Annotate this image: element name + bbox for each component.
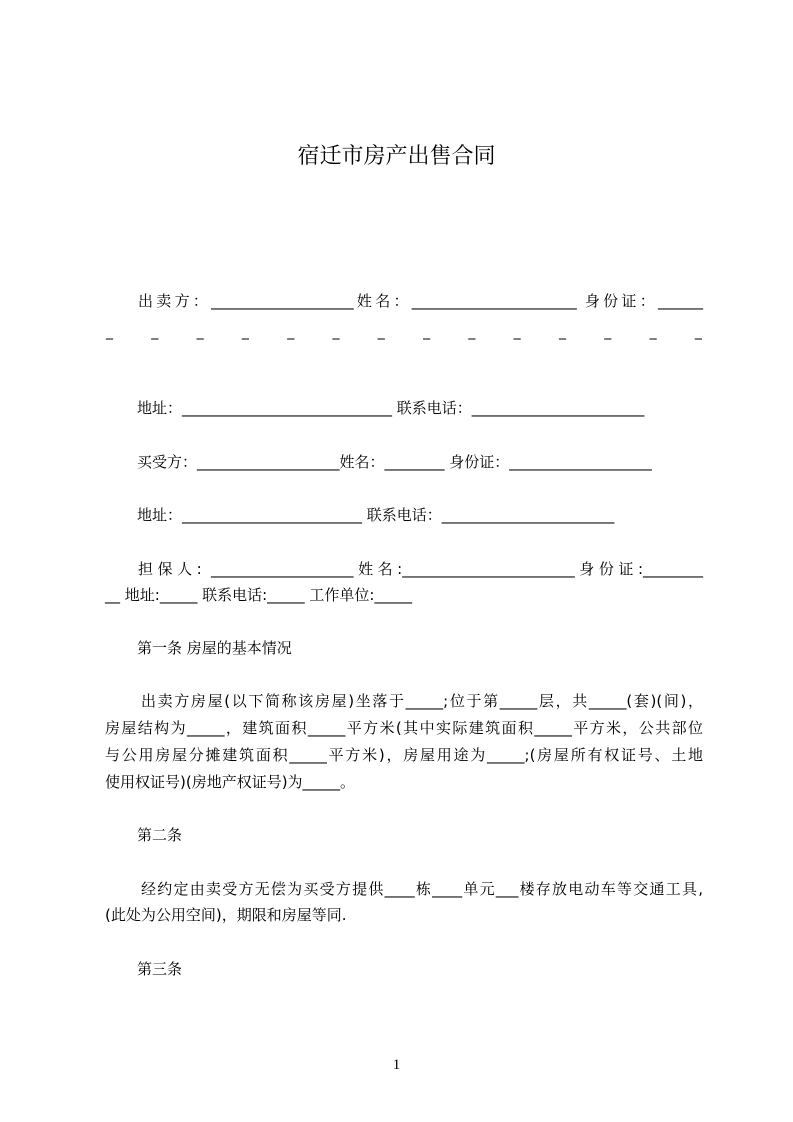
article1-line: 出卖方房屋(以下简称该房屋)坐落于_____;位于第_____层，共_____(套)(间)， bbox=[141, 692, 703, 710]
article2-line: 经约定由卖受方无偿为买受方提供____栋____单元___楼存放电动车等交通工具, bbox=[141, 880, 703, 898]
guarantor-line: 担保人: ___________________姓名:_______________________身份证:________ bbox=[138, 560, 703, 578]
page-number: 1 bbox=[392, 1057, 401, 1073]
article1-line: 使用权证号)(房地产权证号)为_____。 bbox=[105, 773, 356, 791]
buyer-line: 买受方：___________________姓名：________ 身份证：___________________ bbox=[137, 453, 652, 471]
document-title: 宿迁市房产出售合同 bbox=[297, 144, 496, 169]
article2-heading: 第二条 bbox=[137, 826, 183, 844]
dash-mark: _ bbox=[513, 324, 521, 340]
article2-line: (此处为公用空间)，期限和房屋等同. bbox=[105, 906, 347, 924]
dash-mark: _ bbox=[604, 324, 612, 340]
dash-mark: _ bbox=[558, 324, 566, 340]
dash-mark: _ bbox=[106, 324, 113, 340]
article1-line: 与公用房屋分摊建筑面积_____平方米)，房屋用途为_____;(房屋所有权证号、土地 bbox=[105, 746, 703, 764]
guarantor-line-2: __ 地址:_____ 联系电话:_____ 工作单位:_____ bbox=[105, 586, 412, 604]
seller-line-continuation bbox=[105, 322, 703, 342]
dash-mark: _ bbox=[332, 324, 340, 340]
article1-heading: 第一条 房屋的基本情况 bbox=[137, 639, 292, 657]
dash-mark: _ bbox=[649, 324, 657, 340]
dash-mark: _ bbox=[196, 324, 204, 340]
dash-mark: _ bbox=[241, 324, 249, 340]
article1-line: 房屋结构为_____，建筑面积_____平方米(其中实际建筑面积_____平方米，公共部位 bbox=[105, 719, 703, 737]
seller-line: 出卖方：___________________姓名：______________________ 身份证：______ bbox=[138, 292, 703, 310]
article3-heading: 第三条 bbox=[137, 960, 183, 978]
dash-mark: _ bbox=[151, 324, 159, 340]
dash-mark: _ bbox=[287, 324, 295, 340]
dash-mark: _ bbox=[423, 324, 431, 340]
buyer-address-line: 地址：________________________ 联系电话：_______________________ bbox=[137, 506, 615, 524]
dash-mark: _ bbox=[377, 324, 385, 340]
dash-mark: _ bbox=[468, 324, 476, 340]
seller-address-line: 地址：____________________________ 联系电话：_______________________ bbox=[137, 399, 645, 417]
dash-mark: _ bbox=[694, 324, 702, 340]
